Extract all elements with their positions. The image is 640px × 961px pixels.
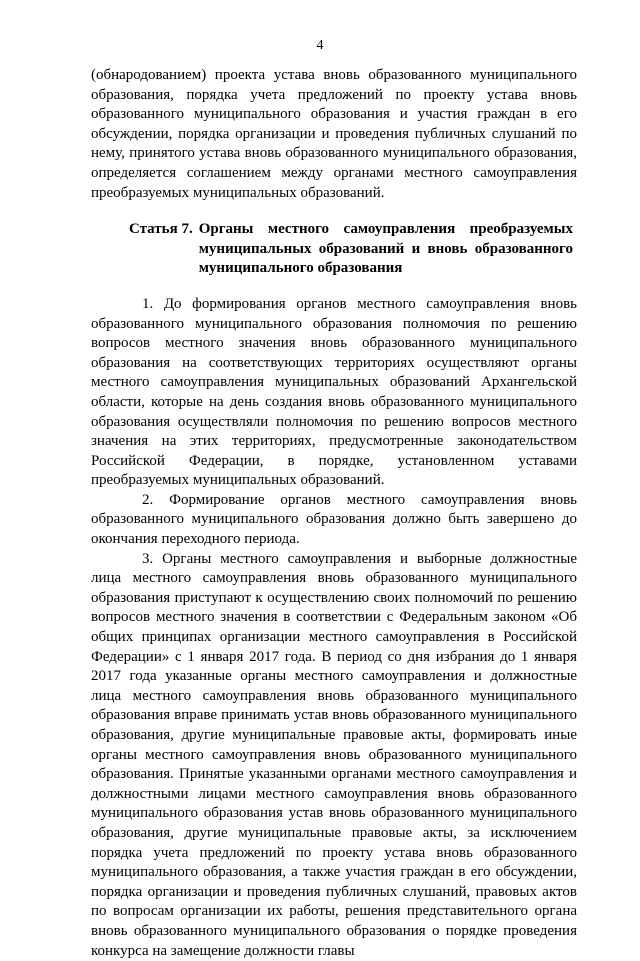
paragraph-continuation: (обнародованием) проекта устава вновь образованного муниципального образования, порядка учета предложений по проекту устава вновь образованного муниципального образования и участия граждан в его обсуждении, порядка организации и проведения публичных слушаний по нему, принятого устава вновь образованного муниципального образования, определяется соглашением между органами местного самоуправления преобразуемых муниципальных образований. (91, 67, 577, 201)
paragraph-3: 3. Органы местного самоуправления и выборные должностные лица местного самоуправления вновь образованного муниципального образования приступают к осуществлению своих полномочий по решению вопросов местного значения в соответствии с Федеральным законом «Об общих принципах организации местного самоуправления в Российской Федерации» с 1 января 2017 года. В период со дня избрания до 1 января 2017 года указанные органы местного самоуправления и должностные лица местного самоуправления вновь образованного муниципального образования вправе принимать устав вновь образованного муниципального образования, другие муниципальные правовые акты, формировать иные органы местного самоуправления вновь образованного муниципального образования. Принятые указанными органами местного самоуправления и должностными лицами местного самоуправления вновь образованного муниципального образования устав вновь образованного муниципального образования, другие муниципальные правовые акты, за исключением порядка учета предложений по проекту устава вновь образованного муниципального образования, а также участия граждан в его обсуждении, порядка организации и проведения публичных слушаний, правовых актов по вопросам организации их работы, решения представительного органа вновь образованного муниципального образования о порядке проведения конкурса на замещение должности главы (91, 550, 577, 959)
paragraph-2: 2. Формирование органов местного самоуправления вновь образованного муниципального образования должно быть завершено до окончания переходного периода. (91, 491, 577, 548)
paragraph-1: 1. До формирования органов местного самоуправления вновь образованного муниципального образования полномочия по решению вопросов местного значения вновь образованного муниципального образования на соответствующих территориях осуществляют органы местного самоуправления муниципальных образований Архангельской области, которые на день создания вновь образованного муниципального образования осуществляли полномочия по решению вопросов местного значения на этих территориях, предусмотренные законодательством Российской Федерации, в порядке, установленном уставами преобразуемых муниципальных образований. (91, 295, 577, 489)
article-title: Органы местного самоуправления преобразуемых муниципальных образований и вновь образованного муниципального образования (198, 221, 573, 277)
article-number: Статья 7. (129, 221, 193, 238)
article-heading (91, 220, 577, 279)
document-body (91, 66, 577, 961)
page-number: 4 (316, 38, 324, 53)
